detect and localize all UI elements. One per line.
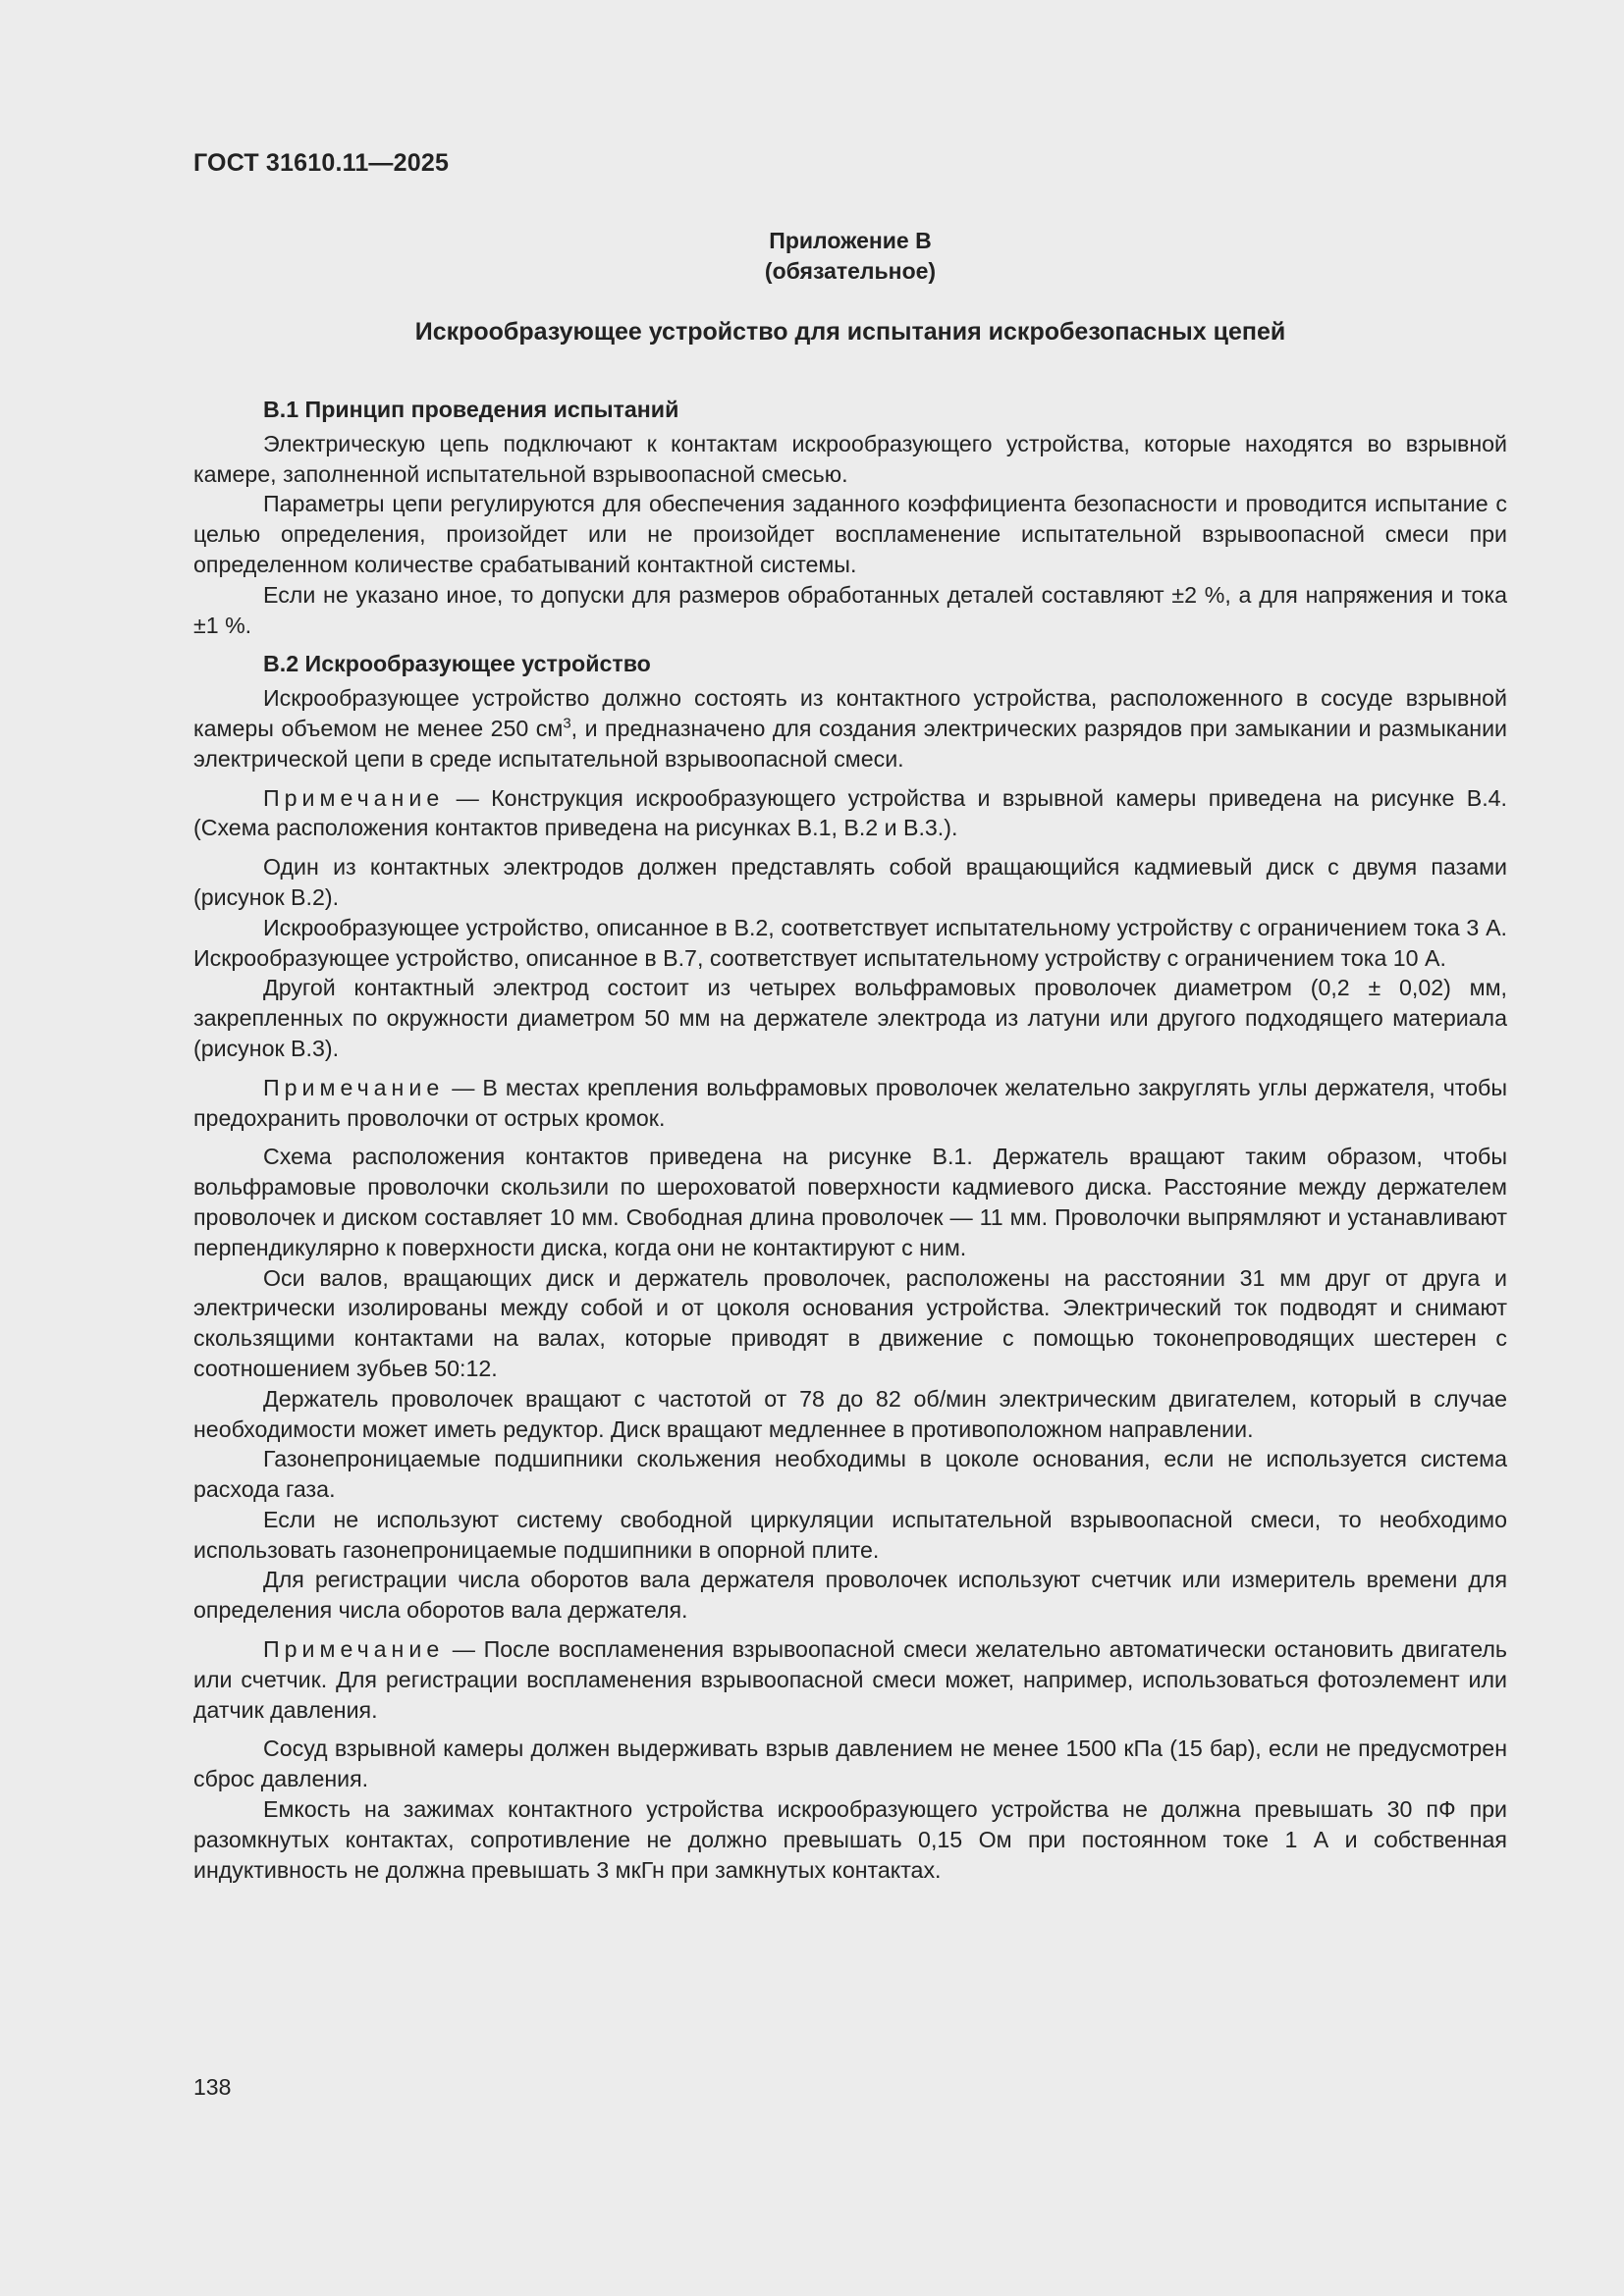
document-body xyxy=(193,395,1507,1885)
paragraph: Искрообразующее устройство должно состоять из контактного устройства, расположенного в сосуде взрывной камеры объемом не менее 250 $см^3$, и предназначено для создания электрических разрядов при замыкании и размыкании электрической цепи в среде испытательной взрывоопасной смеси. xyxy=(193,685,1507,772)
paragraph: Электрическую цепь подключают к контактам искрообразующего устройства, которые находятся во взрывной камере, заполненной испытательной взрывоопасной смесью. xyxy=(193,430,1507,487)
note: Примечание — В местах крепления вольфрамовых проволочек желательно закруглять углы держателя, чтобы предохранить проволочки от острых кромок. xyxy=(193,1074,1507,1131)
note: Примечание — После воспламенения взрывоопасной смеси желательно автоматически остановить двигатель или счетчик. Для регистрации воспламенения взрывоопасной смеси может, например, использоваться фотоэлемент или датчик давления. xyxy=(193,1636,1507,1723)
paragraph: Держатель проволочек вращают с частотой от 78 до 82 об/мин электрическим двигателем, который в случае необходимости может иметь редуктор. Диск вращают медленнее в противоположном направлении. xyxy=(193,1385,1507,1442)
paragraph: Один из контактных электродов должен представлять собой вращающийся кадмиевый диск с двумя пазами (рисунок В.2). xyxy=(193,854,1507,910)
annex-heading xyxy=(193,226,1507,287)
section-heading-b1: В.1 Принцип проведения испытаний xyxy=(263,397,679,422)
note-label: Примечание xyxy=(263,1636,445,1663)
superscript: 3 xyxy=(563,715,571,732)
annex-label: Приложение В xyxy=(769,228,932,253)
standard-header: ГОСТ 31610.11—2025 xyxy=(193,149,450,177)
note-label: Примечание xyxy=(263,1074,445,1100)
note: Примечание — Конструкция искрообразующего устройства и взрывной камеры приведена на рисунке В.4. (Схема расположения контактов приведена на рисунках В.1, В.2 и В.3.). xyxy=(193,784,1507,841)
section-heading-b2: В.2 Искрообразующее устройство xyxy=(263,651,651,677)
annex-status: (обязательное) xyxy=(764,258,937,284)
paragraph: Газонепроницаемые подшипники скольжения необходимы в цоколе основания, если не используется система расхода газа. xyxy=(193,1446,1507,1503)
paragraph: Оси валов, вращающих диск и держатель проволочек, расположены на расстоянии 31 мм друг от друга и электрически изолированы между собой и от цоколя основания устройства. Электрический ток подводят и снимают скользящими контактами на валах, которые приводят в движение с помощью токонепроводящих шестерен с соотношением зубьев 50:12. xyxy=(193,1264,1507,1381)
paragraph: Сосуд взрывной камеры должен выдерживать взрыв давлением не менее 1500 кПа (15 бар), если не предусмотрен сброс давления. xyxy=(193,1735,1507,1792)
paragraph: Параметры цепи регулируются для обеспечения заданного коэффициента безопасности и проводится испытание с целью определения, произойдет или не произойдет воспламенение испытательной взрывоопасной смеси при определенном количестве срабатываний контактной системы. xyxy=(193,491,1507,577)
note-label: Примечание xyxy=(263,784,445,811)
paragraph: Схема расположения контактов приведена на рисунке В.1. Держатель вращают таким образом, чтобы вольфрамовые проволочки скользили по шероховатой поверхности кадмиевого диска. Расстояние между держателем проволочек и диском составляет 10 мм. Свободная длина проволочек — 11 мм. Проволочки выпрямляют и устанавливают перпендикулярно к поверхности диска, когда они не контактируют с ним. xyxy=(193,1144,1507,1260)
paragraph: Другой контактный электрод состоит из четырех вольфрамовых проволочек диаметром (0,2 ± 0,02) мм, закрепленных по окружности диаметром 50 мм на держателе электрода из латуни или другого подходящего материала (рисунок В.3). xyxy=(193,975,1507,1061)
paragraph: Если не используют систему свободной циркуляции испытательной взрывоопасной смеси, то необходимо использовать газонепроницаемые подшипники в опорной плите. xyxy=(193,1506,1507,1563)
paragraph: Емкость на зажимах контактного устройства искрообразующего устройства не должна превышать 30 пФ при разомкнутых контактах, сопротивление не должно превышать 0,15 Ом при постоянном токе 1 А и собственная индуктивность не должна превышать 3 мкГн при замкнутых контактах. xyxy=(193,1796,1507,1883)
paragraph: Для регистрации числа оборотов вала держателя проволочек используют счетчик или измеритель времени для определения числа оборотов вала держателя. xyxy=(193,1567,1507,1624)
annex-title: Искрообразующее устройство для испытания искробезопасных цепей xyxy=(414,318,1286,346)
paragraph: Если не указано иное, то допуски для размеров обработанных деталей составляют ±2 %, а для напряжения и тока ±1 %. xyxy=(193,581,1507,638)
page-number: 138 xyxy=(193,2074,232,2100)
paragraph: Искрообразующее устройство, описанное в В.2, соответствует испытательному устройству с ограничением тока 3 А. Искрообразующее устройство, описанное в В.7, соответствует испытательному устройству с ограничением тока 10 А. xyxy=(193,914,1507,971)
